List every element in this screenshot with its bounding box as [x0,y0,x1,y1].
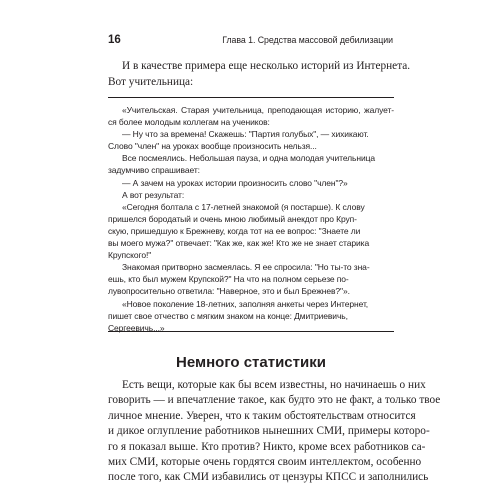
quote-line: «Сегодня болтала с 17-летней знакомой (я постарше). К слову [122,201,365,212]
body-line: мих СМИ, которые очень гордятся своим интеллектом, особенно [108,456,422,469]
section-title: Немного статистики [176,354,326,371]
intro-line: Вот учительница: [108,75,194,88]
quote-line: «Учительская. Старая учительница, преподающая историю, жалует- [122,105,394,115]
quote-line: скую, пришедшую к Брежневу, когда тот на ее вопрос: "Знаете ли [108,225,361,236]
quote-line: ся более молодым коллегам на учеников: [108,117,270,128]
body-line: и дикое оглупление работников нынешних СМИ, примеры которо- [108,425,430,438]
quote-line: ешь, кто был мужем Крупской?" На что на полном серьезе по- [108,274,349,285]
quote-line: Слово "член" на уроках вообще произносить нельзя... [108,141,317,152]
quote-line: вы моего мужа?" отвечает: "Как же, как же! Кто же не знает старика [108,238,370,249]
quote-line: лувопросительно ответила: "Наверное, это и был Брежнев?"». [108,286,350,297]
quote-line: задумчиво спрашивает: [108,165,200,176]
quote-line: «Новое поколение 18-летних, заполняя анкеты через Интернет, [122,298,369,309]
body-paragraph [108,378,441,486]
quote-line: пишет свое отчество с мягким знаком на конце: Дмитриевичь, [108,310,348,321]
body-line: говорить — и впечатление такое, как будто это не факт, а только твое [108,394,441,407]
page-number: 16 [108,34,121,46]
quote-line: А вот результат: [122,189,185,200]
quote-line: Знакомая притворно засмеялась. Я ее спросила: "Но ты-то зна- [122,262,370,273]
quote-bottom-rule [108,331,394,332]
quote-top-rule [108,97,394,98]
quote-line: — А зачем на уроках истории произносить слово "член"?» [122,177,348,188]
intro-paragraph [108,59,411,90]
quote-line: пришелся бородатый и очень мною любимый анекдот про Круп- [108,213,357,224]
body-line: личное мнение. Уверен, что к таким обстоятельствам относится [108,409,416,422]
quote-line: Сергеевичь...» [108,322,165,333]
body-line: Есть вещи, которые как бы всем известны, но начинаешь о них [122,379,426,391]
running-head: Глава 1. Средства массовой дебилизации [222,35,393,45]
body-line: го я показал выше. Кто против? Никто, кроме всех работников са- [108,440,426,453]
quote-line: — Ну что за времена! Скажешь: "Партия голубых", — хихикают. [122,129,369,140]
quote-line: Крупского!" [108,250,152,261]
quote-line: Все посмеялись. Небольшая пауза, и одна молодая учительница [122,153,376,164]
intro-line: И в качестве примера еще несколько историй из Интернета. [122,60,411,72]
quote-block [108,104,394,334]
body-line: после того, как СМИ избавились от цензуры КПСС и заполнились [108,471,429,484]
